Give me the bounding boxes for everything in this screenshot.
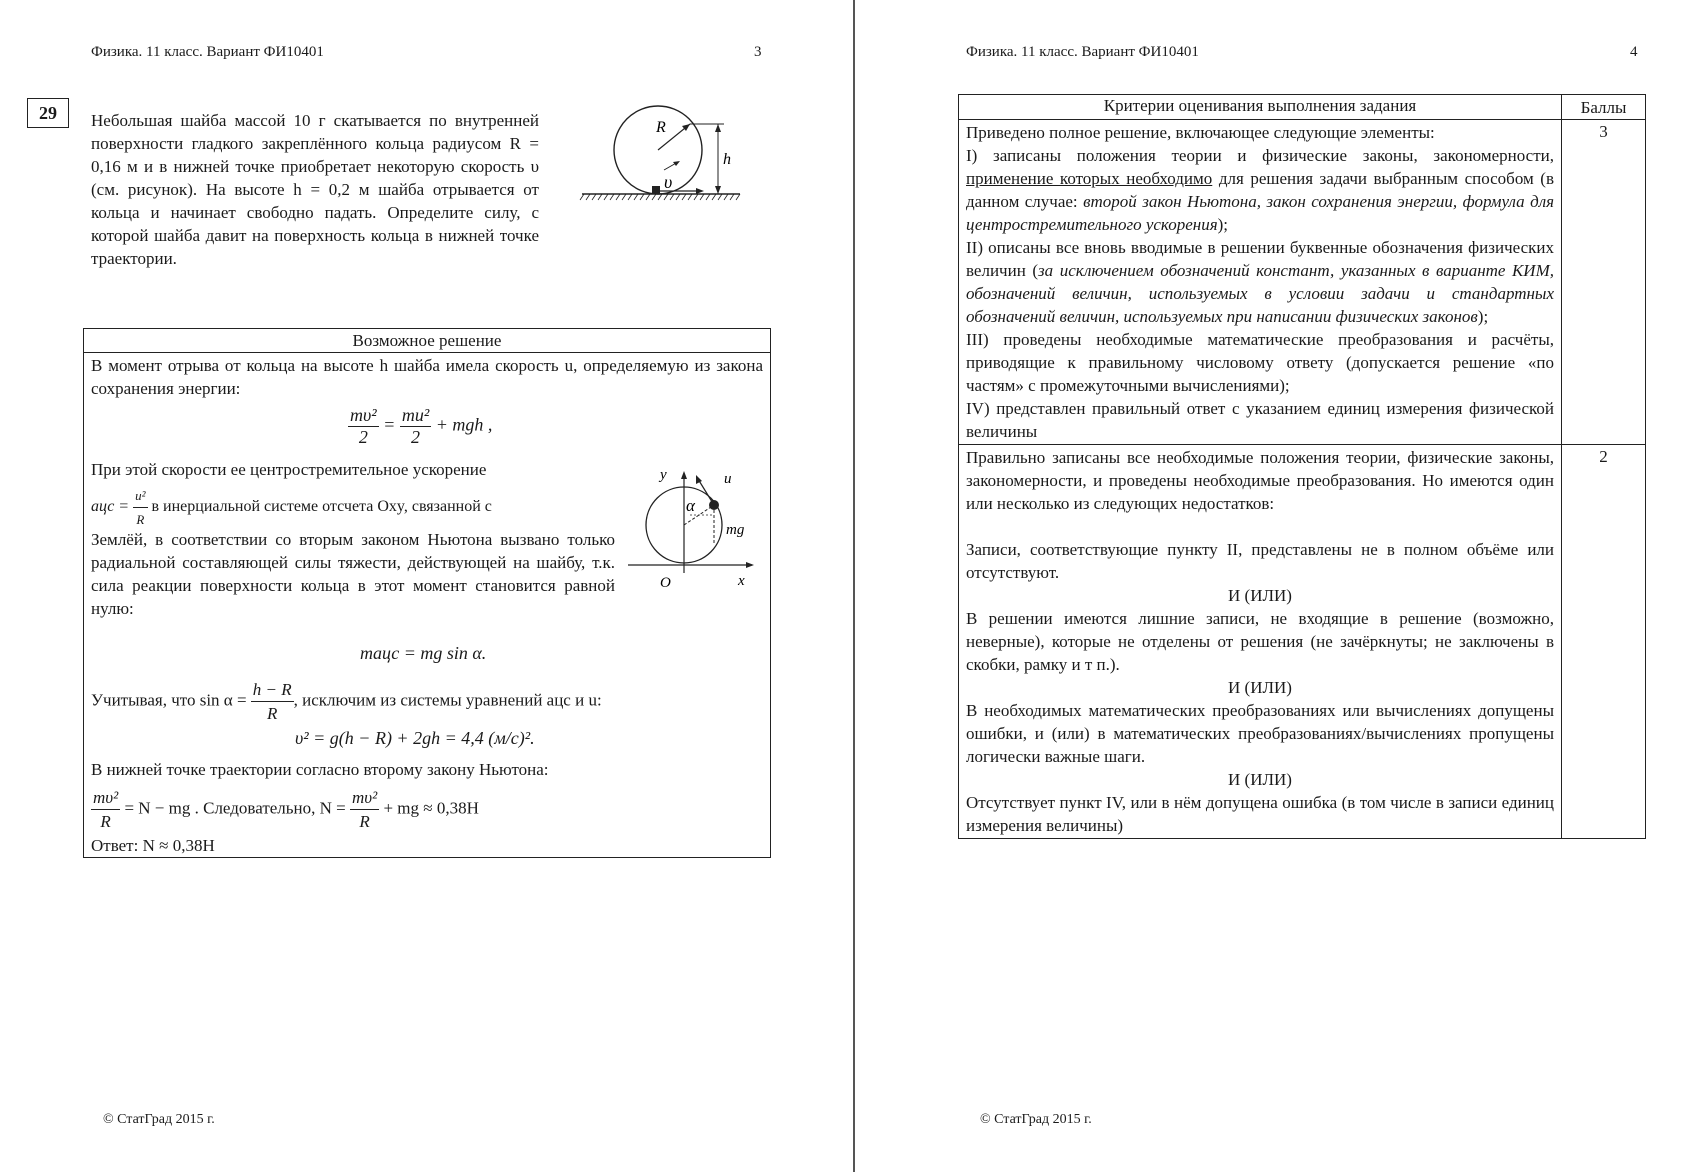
- eq-velocity: υ² = g(h − R) + 2gh = 4,4 (м/с)².: [295, 728, 535, 748]
- solution-answer: Ответ: N ≈ 0,38Н: [91, 836, 215, 855]
- col-score: Баллы: [1562, 95, 1646, 120]
- criteria-full: Приведено полное решение, включающее следующие элементы: I) записаны положения теории и физические законы, закономерности, применение которых необходимо для решения задачи выбранным способом (в данном случае: второй закон Ньютона, закон сохранения энергии, формула для центростремительного ускорения); II) описаны все вновь вводимые в решении буквенные обозначения физических величин (за исключением обозначений констант, указанных в варианте КИМ, обозначений величин, используемых в условии задачи и стандартных обозначений величин, используемых при написании физических законов); III) проведены необходимые математические преобразования и расчёты, приводящие к правильному числовому ответу (допускается решение «по частям» с промежуточными вычислениями); IV) представлен правильный ответ с указанием единиц измерения физической величины: [966, 123, 1555, 441]
- label-alpha: α: [686, 496, 695, 515]
- label-v: υ: [664, 172, 673, 192]
- right-page-header: Физика. 11 класс. Вариант ФИ10401: [966, 44, 1199, 60]
- forces-figure: [620, 465, 760, 595]
- table-row: [959, 120, 1646, 445]
- solution-p2b: aцс = $\frac{\text{u²}}{R}$ в инерциальной системе отсчета Oxy, связанной с: [91, 484, 615, 531]
- problem-text: Небольшая шайба массой 10 г скатывается по внутренней поверхности гладкого закреплённого кольца радиусом R = 0,16 м и в нижней точке приобретает некоторую скорость υ (см. рисунок). На высоте h = 0,2 м шайба отрывается от кольца и начинает свободно падать. Определите силу, с которой шайба давит на поверхность кольца в нижней точке траектории.: [91, 111, 539, 268]
- eq-newton: maцс = mg sin α.: [360, 643, 487, 663]
- left-page-number: 3: [754, 44, 762, 60]
- solution-p3: Учитывая, что sin α = $\frac{h - R}{R}$ , исключим из системы уравнений aцс и u:: [91, 680, 602, 723]
- left-page-header: Физика. 11 класс. Вариант ФИ10401: [91, 44, 324, 60]
- label-u: u: [724, 471, 732, 487]
- solution-eq4: $\frac{\text{mυ²}}{R}$ = N − mg . Следовательно, N = $\frac{\text{mυ²}}{R}$ + mg ≈ 0,38Н: [93, 788, 479, 831]
- right-page-footer: © СтатГрад 2015 г.: [980, 1112, 1092, 1127]
- col-criteria: Критерии оценивания выполнения задания: [959, 95, 1562, 120]
- left-page-footer: © СтатГрад 2015 г.: [103, 1112, 215, 1127]
- label-y: y: [660, 467, 667, 483]
- label-mg: mg: [726, 522, 745, 538]
- criteria-table: [958, 94, 1646, 839]
- solution-p4: В нижней точке траектории согласно второму закону Ньютона:: [91, 760, 549, 779]
- solution-p2a: При этой скорости ее центростремительное ускорение: [91, 460, 487, 479]
- label-R: R: [656, 119, 666, 136]
- criteria-partial: Правильно записаны все необходимые положения теории, физические законы, закономерности, и проведены необходимые преобразования. Но имеются один или несколько из следующих недостатков: Записи, соответствующие пункту II, представлены не в полном объёме или отсутствуют. И (ИЛИ) В решении имеются лишние записи, не входящие в решение (возможно, неверные), которые не отделены от решения (не зачёркнуты; не заключены в скобки, рамку и т п.). И (ИЛИ) В необходимых математических преобразованиях или вычислениях допущены ошибки, и (или) в математических преобразованиях/вычислениях пропущены логически важные шаги. И (ИЛИ) Отсутствует пункт IV, или в нём допущена ошибка (в том числе в записи единиц измерения величины): [966, 448, 1554, 835]
- table-row: [959, 445, 1646, 839]
- task-number: 29: [27, 98, 69, 128]
- page-divider: [853, 0, 855, 1172]
- label-x: x: [738, 573, 745, 589]
- label-h: h: [723, 151, 731, 168]
- score-2: 2: [1562, 445, 1646, 839]
- label-O: O: [660, 575, 671, 591]
- solution-p1: В момент отрыва от кольца на высоте h шайба имела скорость u, определяемую из закона сохранения энергии:: [91, 356, 763, 398]
- solution-caption: Возможное решение: [84, 329, 770, 353]
- solution-p2c: Землёй, в соответствии со вторым законом Ньютона вызвано только радиальной составляющей силы тяжести, действующей на шайбу, т.к. сила реакции поверхности кольца в этот момент становится равной нулю:: [91, 530, 615, 618]
- ring-figure: [572, 102, 742, 222]
- eq-energy: $\frac{\text{mυ²}}{2}$ = $\frac{\text{mu²}}{2}$ + mgh ,: [350, 405, 493, 447]
- score-3: 3: [1562, 120, 1646, 445]
- right-page-number: 4: [1630, 44, 1638, 60]
- table-header-row: [959, 95, 1646, 120]
